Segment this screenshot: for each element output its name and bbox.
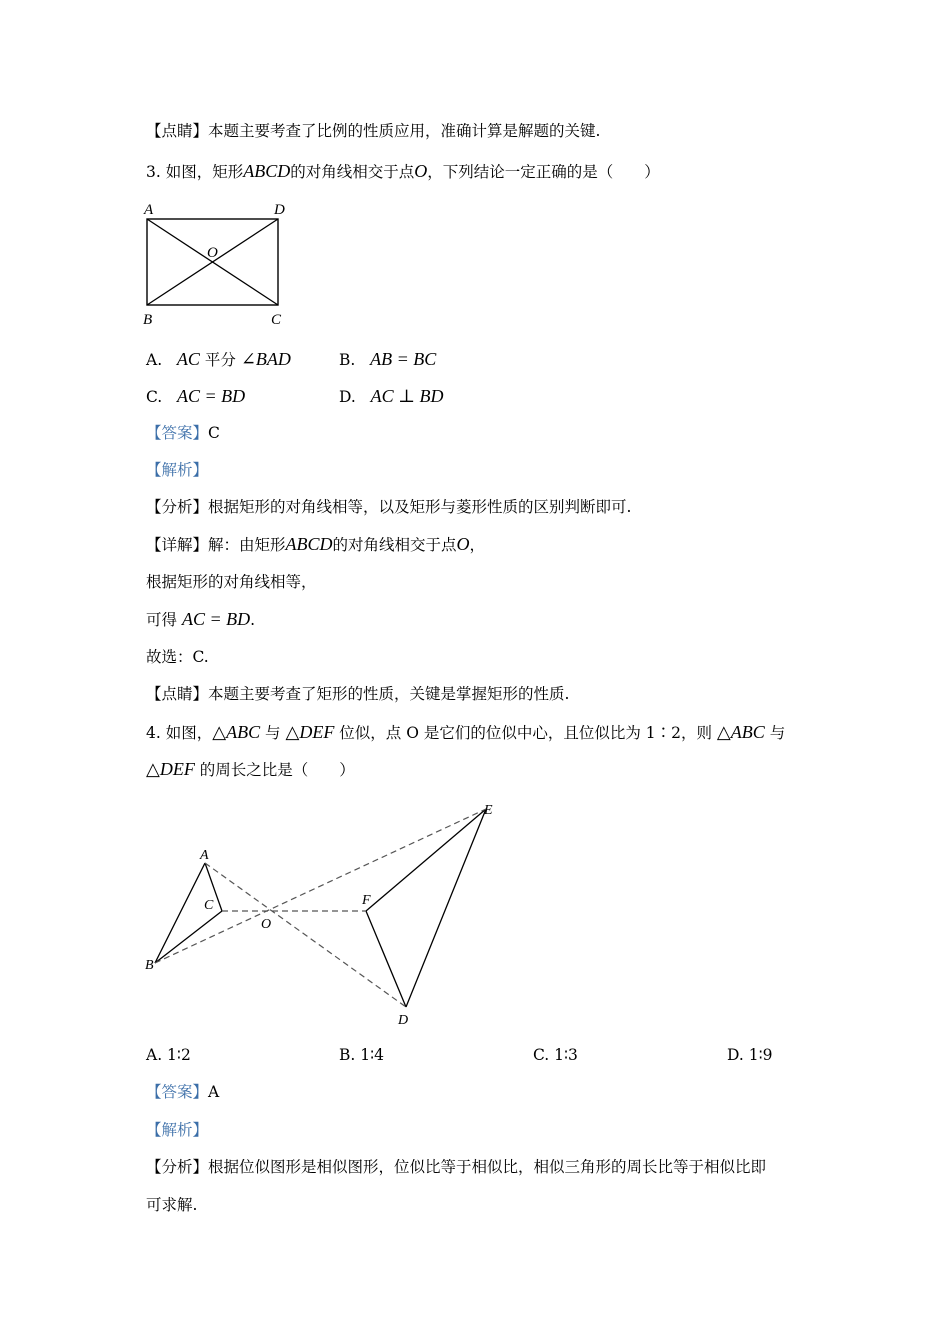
q3-label-O: O — [207, 245, 218, 261]
q3-option-b-math: AB = BC — [370, 349, 437, 369]
q4-answer-value: A — [208, 1083, 220, 1101]
q3-option-c[interactable] — [146, 385, 245, 408]
q3-dianjing — [146, 683, 569, 705]
q3-answer-tag: 【答案】 — [146, 424, 209, 442]
q4-option-d[interactable]: D. 1∶9 — [727, 1046, 773, 1064]
q3-label-D: D — [274, 202, 285, 218]
q3-option-d[interactable] — [339, 385, 444, 408]
q3-label-A: A — [144, 202, 154, 218]
q4-stem-line1 — [146, 721, 785, 744]
q3-fenxi-tag: 【分析】 — [146, 498, 209, 516]
q4-jiexi-tag: 【解析】 — [146, 1121, 209, 1139]
q3-option-d-math: AC ⊥ BD — [370, 386, 444, 406]
q3-stem-abcd: ABCD — [243, 161, 291, 181]
q3-stem — [146, 160, 660, 183]
q4-stem-text-b: 与 — [265, 724, 281, 742]
q4-label-D: D — [398, 1013, 409, 1028]
q4-stem-text-c: 位似，点 O 是它们的位似中心，且位似比为 1∶2，则 — [339, 724, 712, 742]
q3-option-c-label: C. — [146, 388, 163, 406]
q3-xiangjie-o: O — [456, 534, 470, 554]
q3-answer-value: C — [208, 424, 220, 442]
q3-jiexi-tag: 【解析】 — [146, 461, 209, 479]
q4-option-c[interactable]: C. 1∶3 — [533, 1046, 578, 1064]
q3-xiangjie-text-b: 的对角线相交于点 — [332, 536, 457, 554]
q3-fenxi — [146, 496, 631, 518]
q4-stem-text-d: 与 — [769, 724, 786, 742]
q3-xiangjie-abcd: ABCD — [285, 534, 333, 554]
q4-stem-text-a: 如图， — [165, 724, 213, 742]
q4-tri1: △ABC — [212, 722, 261, 742]
q3-line3-text-b: . — [250, 611, 256, 629]
q4-fenxi-tag: 【分析】 — [146, 1158, 209, 1176]
q3-line3-text-a: 可得 — [146, 611, 178, 629]
q3-stem-o: O — [414, 161, 428, 181]
q3-stem-text-c: ，下列结论一定正确的是（ ） — [427, 163, 660, 181]
q3-option-b-label: B. — [339, 351, 356, 369]
q3-option-a-math2: ∠BAD — [240, 349, 291, 369]
q4-tri4: △DEF — [146, 759, 195, 779]
q4-option-a[interactable]: A. 1∶2 — [146, 1046, 191, 1064]
q4-fenxi-text-1: 根据位似图形是相似图形，位似比等于相似比，相似三角形的周长比等于相似比即 — [208, 1158, 767, 1176]
q4-fenxi-line2: 可求解. — [146, 1196, 198, 1214]
q3-option-a-label: A. — [146, 351, 163, 369]
q4-homothety-figure — [140, 795, 520, 1035]
q3-label-C: C — [271, 312, 282, 328]
q3-option-a-text: 平分 — [204, 351, 236, 369]
q3-xiangjie-tag: 【详解】 — [146, 536, 209, 554]
q4-label-A: A — [200, 848, 209, 863]
q3-option-b[interactable] — [339, 348, 436, 371]
q3-dianjing-tag: 【点睛】 — [146, 685, 209, 703]
q3-option-a-math: AC — [176, 349, 200, 369]
q4-tri2: △DEF — [285, 722, 335, 742]
q3-xiangjie-text-c: ， — [469, 536, 486, 554]
q4-label-B: B — [145, 958, 154, 973]
q3-xiangjie — [146, 533, 485, 556]
q3-solution-line3 — [146, 608, 255, 631]
q4-number: 4. — [146, 724, 161, 742]
q3-dianjing-text: 本题主要考查了矩形的性质，关键是掌握矩形的性质. — [208, 685, 570, 703]
q3-answer — [146, 422, 220, 444]
q3-stem-text-b: 的对角线相交于点 — [290, 163, 415, 181]
q4-answer-tag: 【答案】 — [146, 1083, 209, 1101]
q3-solution-line4: 故选：C. — [146, 648, 209, 666]
q4-label-C: C — [204, 898, 214, 913]
q4-fenxi-line1 — [146, 1156, 766, 1178]
q4-stem-line2 — [146, 758, 355, 781]
q4-tri3: △ABC — [716, 722, 765, 742]
q4-label-E: E — [484, 803, 493, 818]
q3-option-d-label: D. — [339, 388, 356, 406]
q3-option-a[interactable] — [146, 348, 291, 371]
q4-label-F: F — [362, 893, 371, 908]
q3-label-B: B — [143, 312, 153, 328]
q2-dianjing: 【点睛】本题主要考查了比例的性质应用，准确计算是解题的关键. — [146, 122, 601, 140]
q3-option-c-math: AC = BD — [177, 386, 246, 406]
q4-answer — [146, 1081, 219, 1103]
q3-xiangjie-text-a: 解：由矩形 — [208, 536, 286, 554]
q3-stem-text-a: 如图，矩形 — [165, 163, 244, 181]
q4-option-b[interactable]: B. 1∶4 — [339, 1046, 385, 1064]
q3-rectangle-figure — [138, 198, 298, 330]
q3-solution-line2: 根据矩形的对角线相等， — [146, 573, 317, 591]
q4-label-O: O — [261, 917, 272, 932]
q4-stem-text-e: 的周长之比是（ ） — [199, 761, 355, 779]
q3-line3-math: AC = BD — [181, 609, 251, 629]
q3-fenxi-text: 根据矩形的对角线相等，以及矩形与菱形性质的区别判断即可. — [208, 498, 632, 516]
q3-number: 3. — [146, 163, 161, 181]
